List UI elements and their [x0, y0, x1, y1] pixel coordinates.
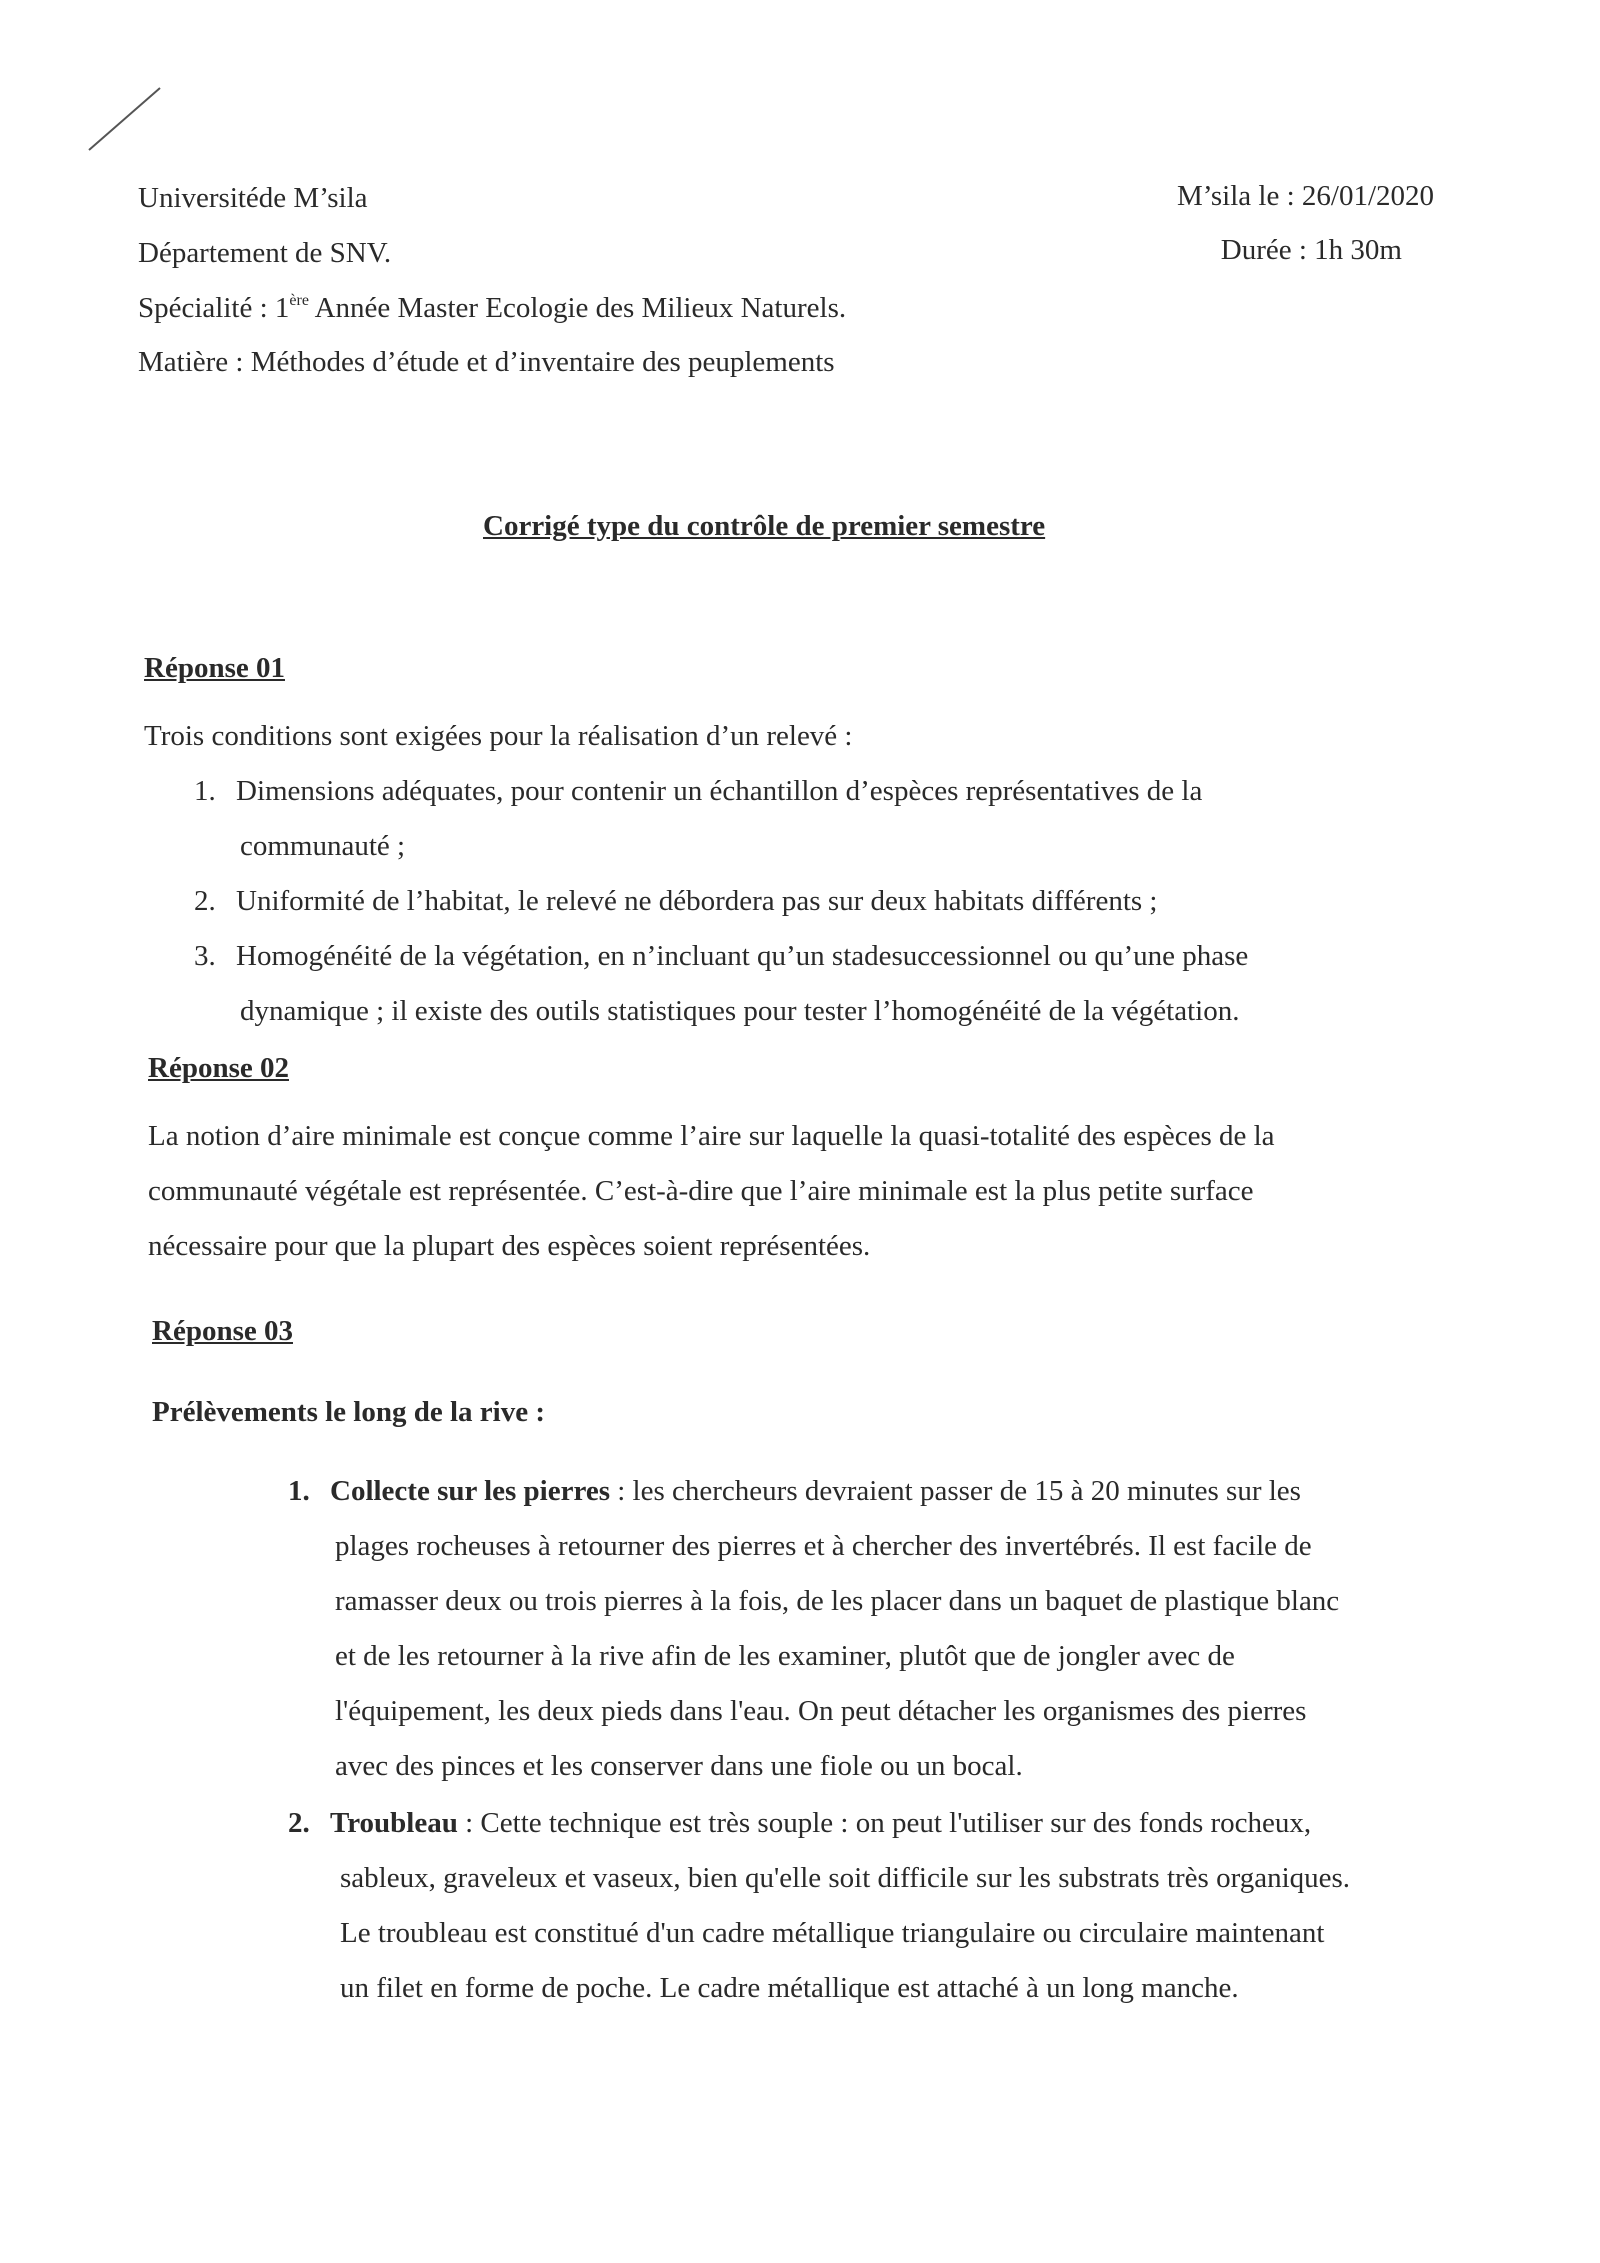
list-item-continuation: l'équipement, les deux pieds dans l'eau. On peut détacher les organismes des pierres	[335, 1695, 1307, 1727]
list-item-continuation: Le troubleau est constitué d'un cadre métallique triangulaire ou circulaire maintenant	[340, 1917, 1325, 1949]
list-item-continuation: un filet en forme de poche. Le cadre métallique est attaché à un long manche.	[340, 1972, 1239, 2004]
exam-date: M’sila le : 26/01/2020	[1177, 180, 1434, 212]
response-01-heading: Réponse 01	[144, 652, 285, 684]
response-03-subheading: Prélèvements le long de la rive :	[152, 1396, 545, 1428]
list-item: 1. Dimensions adéquates, pour contenir un échantillon d’espèces représentatives de la	[194, 775, 1203, 807]
list-item: 2. Uniformité de l’habitat, le relevé ne débordera pas sur deux habitats différents ;	[194, 885, 1158, 917]
list-item-continuation: sableux, graveleux et vaseux, bien qu'elle soit difficile sur les substrats très organiques.	[340, 1862, 1351, 1894]
response-02-line: nécessaire pour que la plupart des espèces soient représentées.	[148, 1230, 871, 1262]
list-item-continuation: ramasser deux ou trois pierres à la fois, de les placer dans un baquet de plastique blanc	[335, 1585, 1340, 1617]
university-name: Universitéde M’sila	[138, 182, 368, 214]
response-02-line: communauté végétale est représentée. C’est-à-dire que l’aire minimale est la plus petite surface	[148, 1175, 1254, 1207]
response-01-intro: Trois conditions sont exigées pour la réalisation d’un relevé :	[144, 720, 853, 752]
speciality-line: Spécialité : 1ère Année Master Ecologie des Milieux Naturels.	[138, 292, 847, 324]
list-item-continuation: et de les retourner à la rive afin de les examiner, plutôt que de jongler avec de	[335, 1640, 1235, 1672]
response-02-line: La notion d’aire minimale est conçue comme l’aire sur laquelle la quasi-totalité des espèces de la	[148, 1120, 1275, 1152]
response-03-heading: Réponse 03	[152, 1315, 293, 1347]
department-name: Département de SNV.	[138, 237, 392, 269]
response-02-heading: Réponse 02	[148, 1052, 289, 1084]
pen-stroke-mark	[84, 84, 164, 156]
subject-line: Matière : Méthodes d’étude et d’inventaire des peuplements	[138, 346, 835, 378]
item-term: Collecte sur les pierres	[330, 1475, 610, 1507]
list-item: 1. Collecte sur les pierres : les chercheurs devraient passer de 15 à 20 minutes sur les	[288, 1475, 1301, 1507]
document-title: Corrigé type du contrôle de premier semestre	[483, 510, 1046, 542]
item-term: Troubleau	[330, 1807, 458, 1839]
exam-duration: Durée : 1h 30m	[1220, 234, 1402, 266]
list-item: 2. Troubleau : Cette technique est très souple : on peut l'utiliser sur des fonds rocheux,	[288, 1807, 1312, 1839]
list-item-continuation: plages rocheuses à retourner des pierres et à chercher des invertébrés. Il est facile de	[335, 1530, 1312, 1562]
list-item-continuation: communauté ;	[240, 830, 406, 862]
list-item-continuation: dynamique ; il existe des outils statistiques pour tester l’homogénéité de la végétation.	[240, 995, 1240, 1027]
speciality-superscript: ère	[289, 292, 309, 309]
list-item-continuation: avec des pinces et les conserver dans une fiole ou un bocal.	[335, 1750, 1023, 1782]
list-item: 3. Homogénéité de la végétation, en n’incluant qu’un stadesuccessionnel ou qu’une phase	[194, 940, 1249, 972]
